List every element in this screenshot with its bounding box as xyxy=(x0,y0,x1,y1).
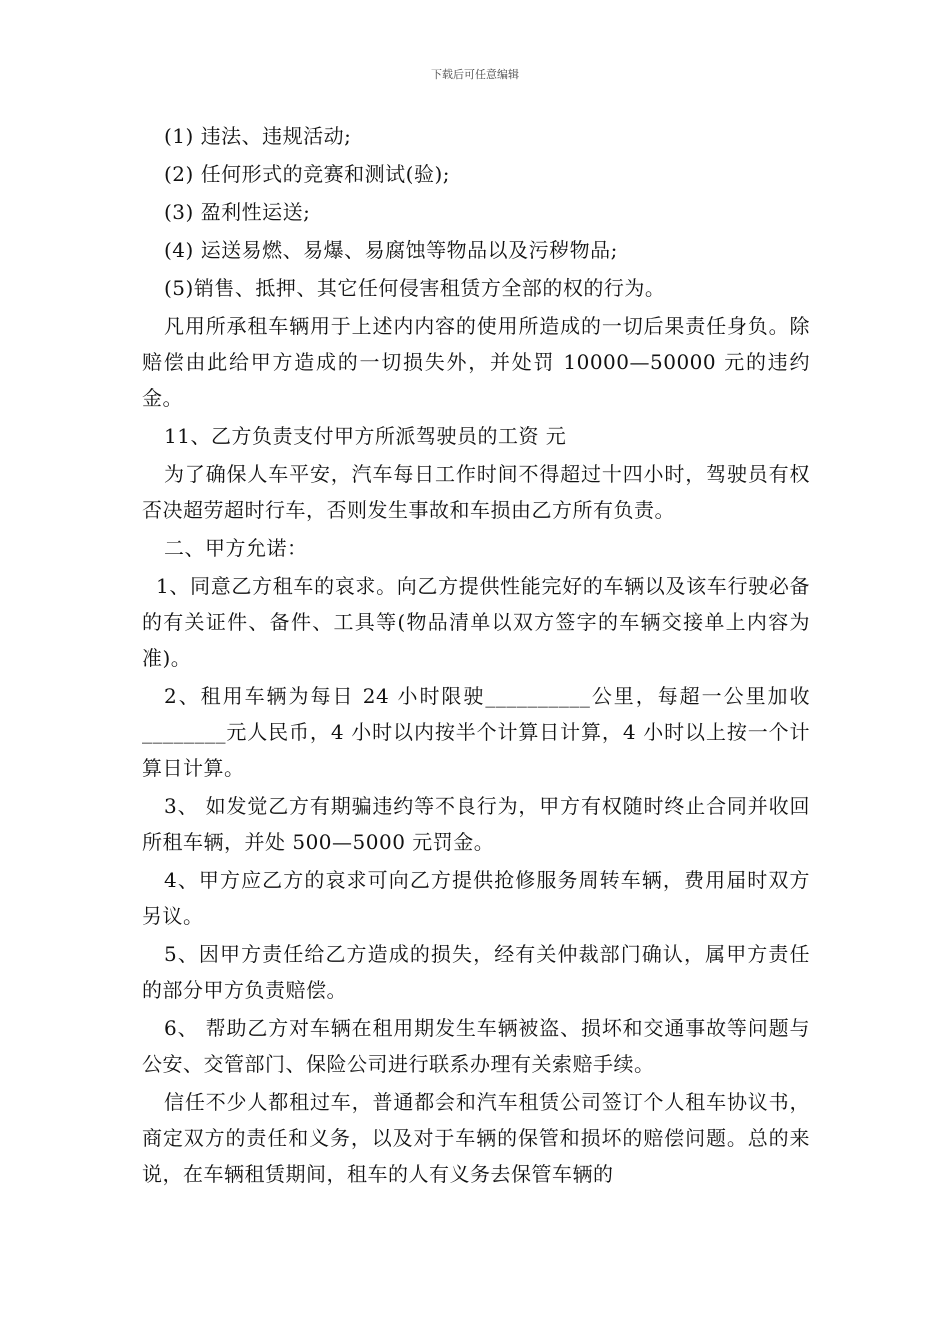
list-item-5: (5)销售、抵押、其它任何侵害租赁方全部的权的行为。 xyxy=(164,276,666,300)
paragraph-promise-2: 2、租用车辆为每日 24 小时限驶__________公里，每超一公里加收________元人民币，4 小时以内按半个计算日计算，4 小时以上按一个计算日计算。 xyxy=(142,684,810,780)
list-item-1: (1) 违法、违规活动; xyxy=(164,124,352,148)
list-item-2: (2) 任何形式的竞赛和测试(验); xyxy=(164,162,451,186)
paragraph-trust: 信任不少人都租过车，普通都会和汽车租赁公司签订个人租车协议书，商定双方的责任和义务，以及对于车辆的保管和损坏的赔偿问题。总的来说，在车辆租赁期间，租车的人有义务去保管车辆的 xyxy=(142,1090,810,1186)
paragraph-clause-11: 11、乙方负责支付甲方所派驾驶员的工资 元 xyxy=(164,424,567,448)
paragraph-promise-3: 3、 如发觉乙方有期骗违约等不良行为，甲方有权随时终止合同并收回所租车辆，并处 500—5000 元罚金。 xyxy=(142,794,810,854)
paragraph-promise-6: 6、 帮助乙方对车辆在租用期发生车辆被盗、损坏和交通事故等问题与公安、交管部门、保险公司进行联系办理有关索赔手续。 xyxy=(142,1016,810,1076)
paragraph-promise-4: 4、甲方应乙方的哀求可向乙方提供抢修服务周转车辆，费用届时双方另议。 xyxy=(142,868,810,928)
paragraph-safety: 为了确保人车平安，汽车每日工作时间不得超过十四小时，驾驶员有权否决超劳超时行车，否则发生事故和车损由乙方所有负责。 xyxy=(142,462,810,522)
list-item-4: (4) 运送易燃、易爆、易腐蚀等物品以及污秽物品; xyxy=(164,238,618,262)
page-header: 下载后可任意编辑 xyxy=(431,68,519,81)
paragraph-promise-5: 5、因甲方责任给乙方造成的损失，经有关仲裁部门确认，属甲方责任的部分甲方负责赔偿。 xyxy=(142,942,810,1002)
list-item-3: (3) 盈利性运送; xyxy=(164,200,311,224)
section-heading-2: 二、甲方允诺： xyxy=(164,536,308,560)
document-body xyxy=(142,118,810,1194)
paragraph-liability: 凡用所承租车辆用于上述内内容的使用所造成的一切后果责任身负。除赔偿由此给甲方造成的一切损失外，并处罚 10000—50000 元的违约金。 xyxy=(142,314,810,410)
paragraph-promise-1: 1、同意乙方租车的哀求。向乙方提供性能完好的车辆以及该车行驶必备的有关证件、备件、工具等(物品清单以双方签字的车辆交接单上内容为准)。 xyxy=(142,574,810,670)
